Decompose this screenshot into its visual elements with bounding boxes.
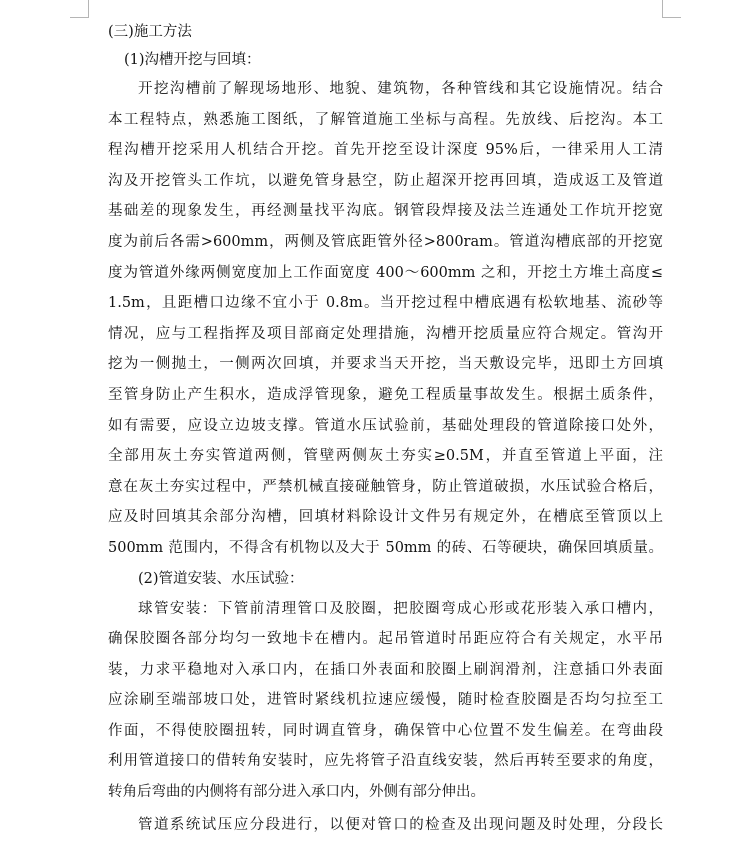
text-line: 度为管道外缘两侧宽度加上工作面宽度 400～600mm 之和，开挖土方堆土高度≤ [108,264,663,281]
text-line: 度为前后各需>600mm，两侧及管底距管外径>800ram。管道沟槽底部的开挖宽 [108,233,663,250]
text-line: 沟及开挖管头工作坑，以避免管身悬空，防止超深开挖再回填，造成返工及管道 [108,172,663,189]
text-line: 作面，不得使胶圈扭转，同时调直管身，确保管中心位置不发生偏差。在弯曲段 [108,722,663,739]
paragraph-pipe-installation [108,594,663,808]
crop-mark-top-left [70,17,89,18]
text-line: 挖为一侧抛土，一侧两次回填，并要求当天开挖，当天敷设完毕，迅即土方回填 [108,356,663,373]
text-line: 装，力求平稳地对入承口内，在插口外表面和胶圈上刷润滑剂，注意插口外表面 [108,661,663,678]
paragraph-pressure-test [108,810,663,841]
text-line: 利用管道接口的借转角安装时，应先将管子沿直线安装，然后再转至要求的角度， [108,753,663,770]
text-line: 如有需要，应设立边坡支撑。管道水压试验前，基础处理段的管道除接口处外， [108,417,663,434]
paragraph-trench-excavation [108,74,663,564]
text-line: 管道系统试压应分段进行，以便对管口的检查及出现问题及时处理，分段长 [138,816,663,833]
text-line: 应及时回填其余部分沟槽，回填材料除设计文件另有规定外，在槽底至管顶以上 [108,509,663,526]
subsection-heading-2: (2)管道安装、水压试验： [138,570,304,587]
text-line: 500mm 范围内，不得含有机物以及大于 50mm 的砖、石等硬块，确保回填质量。 [108,539,663,556]
section-title: (三)施工方法 [108,24,192,40]
text-line: 应涂刷至端部坡口处，进管时紧线机拉速应缓慢，随时检查胶圈是否均匀拉至工 [108,692,663,709]
text-line: 球管安装：下管前清理管口及胶圈，把胶圈弯成心形或花形装入承口槽内， [138,600,663,617]
crop-mark-top-left [88,0,89,17]
text-line: 开挖沟槽前了解现场地形、地貌、建筑物，各种管线和其它设施情况。结合 [138,81,663,97]
text-line: 至管身防止产生积水，造成浮管现象，避免工程质量事故发生。根据土质条件， [108,386,663,403]
text-line: 本工程特点，熟悉施工图纸，了解管道施工坐标与高程。先放线、后挖沟。本工 [108,111,663,128]
subsection-heading-1: (1)沟槽开挖与回填： [124,52,261,68]
text-line: 确保胶圈各部分均匀一致地卡在槽内。起吊管道时吊距应符合有关规定，水平吊 [108,631,663,648]
text-line: 情况，应与工程指挥及项目部商定处理措施，沟槽开挖质量应符合规定。管沟开 [108,325,663,342]
crop-mark-top-right [662,17,681,18]
text-line: 程沟槽开挖采用人机结合开挖。首先开挖至设计深度 95%后，一律采用人工清 [108,142,663,159]
text-line: 转角后弯曲的内侧将有部分进入承口内，外侧有部分伸出。 [108,784,485,801]
text-line: 基础差的现象发生，再经测量找平沟底。钢管段焊接及法兰连通处工作坑开挖宽 [108,203,663,220]
document-body [108,18,663,840]
text-line: 全部用灰土夯实管道两侧，管壁两侧灰土夯实≥0.5M，并直至管道上平面，注 [108,448,663,465]
crop-mark-top-right [662,0,663,17]
text-line: 1.5m，且距槽口边缘不宜小于 0.8m。当开挖过程中槽底遇有松软地基、流砂等 [108,295,663,312]
text-line: 意在灰土夯实过程中，严禁机械直接碰触管身，防止管道破损，水压试验合格后， [108,478,663,495]
